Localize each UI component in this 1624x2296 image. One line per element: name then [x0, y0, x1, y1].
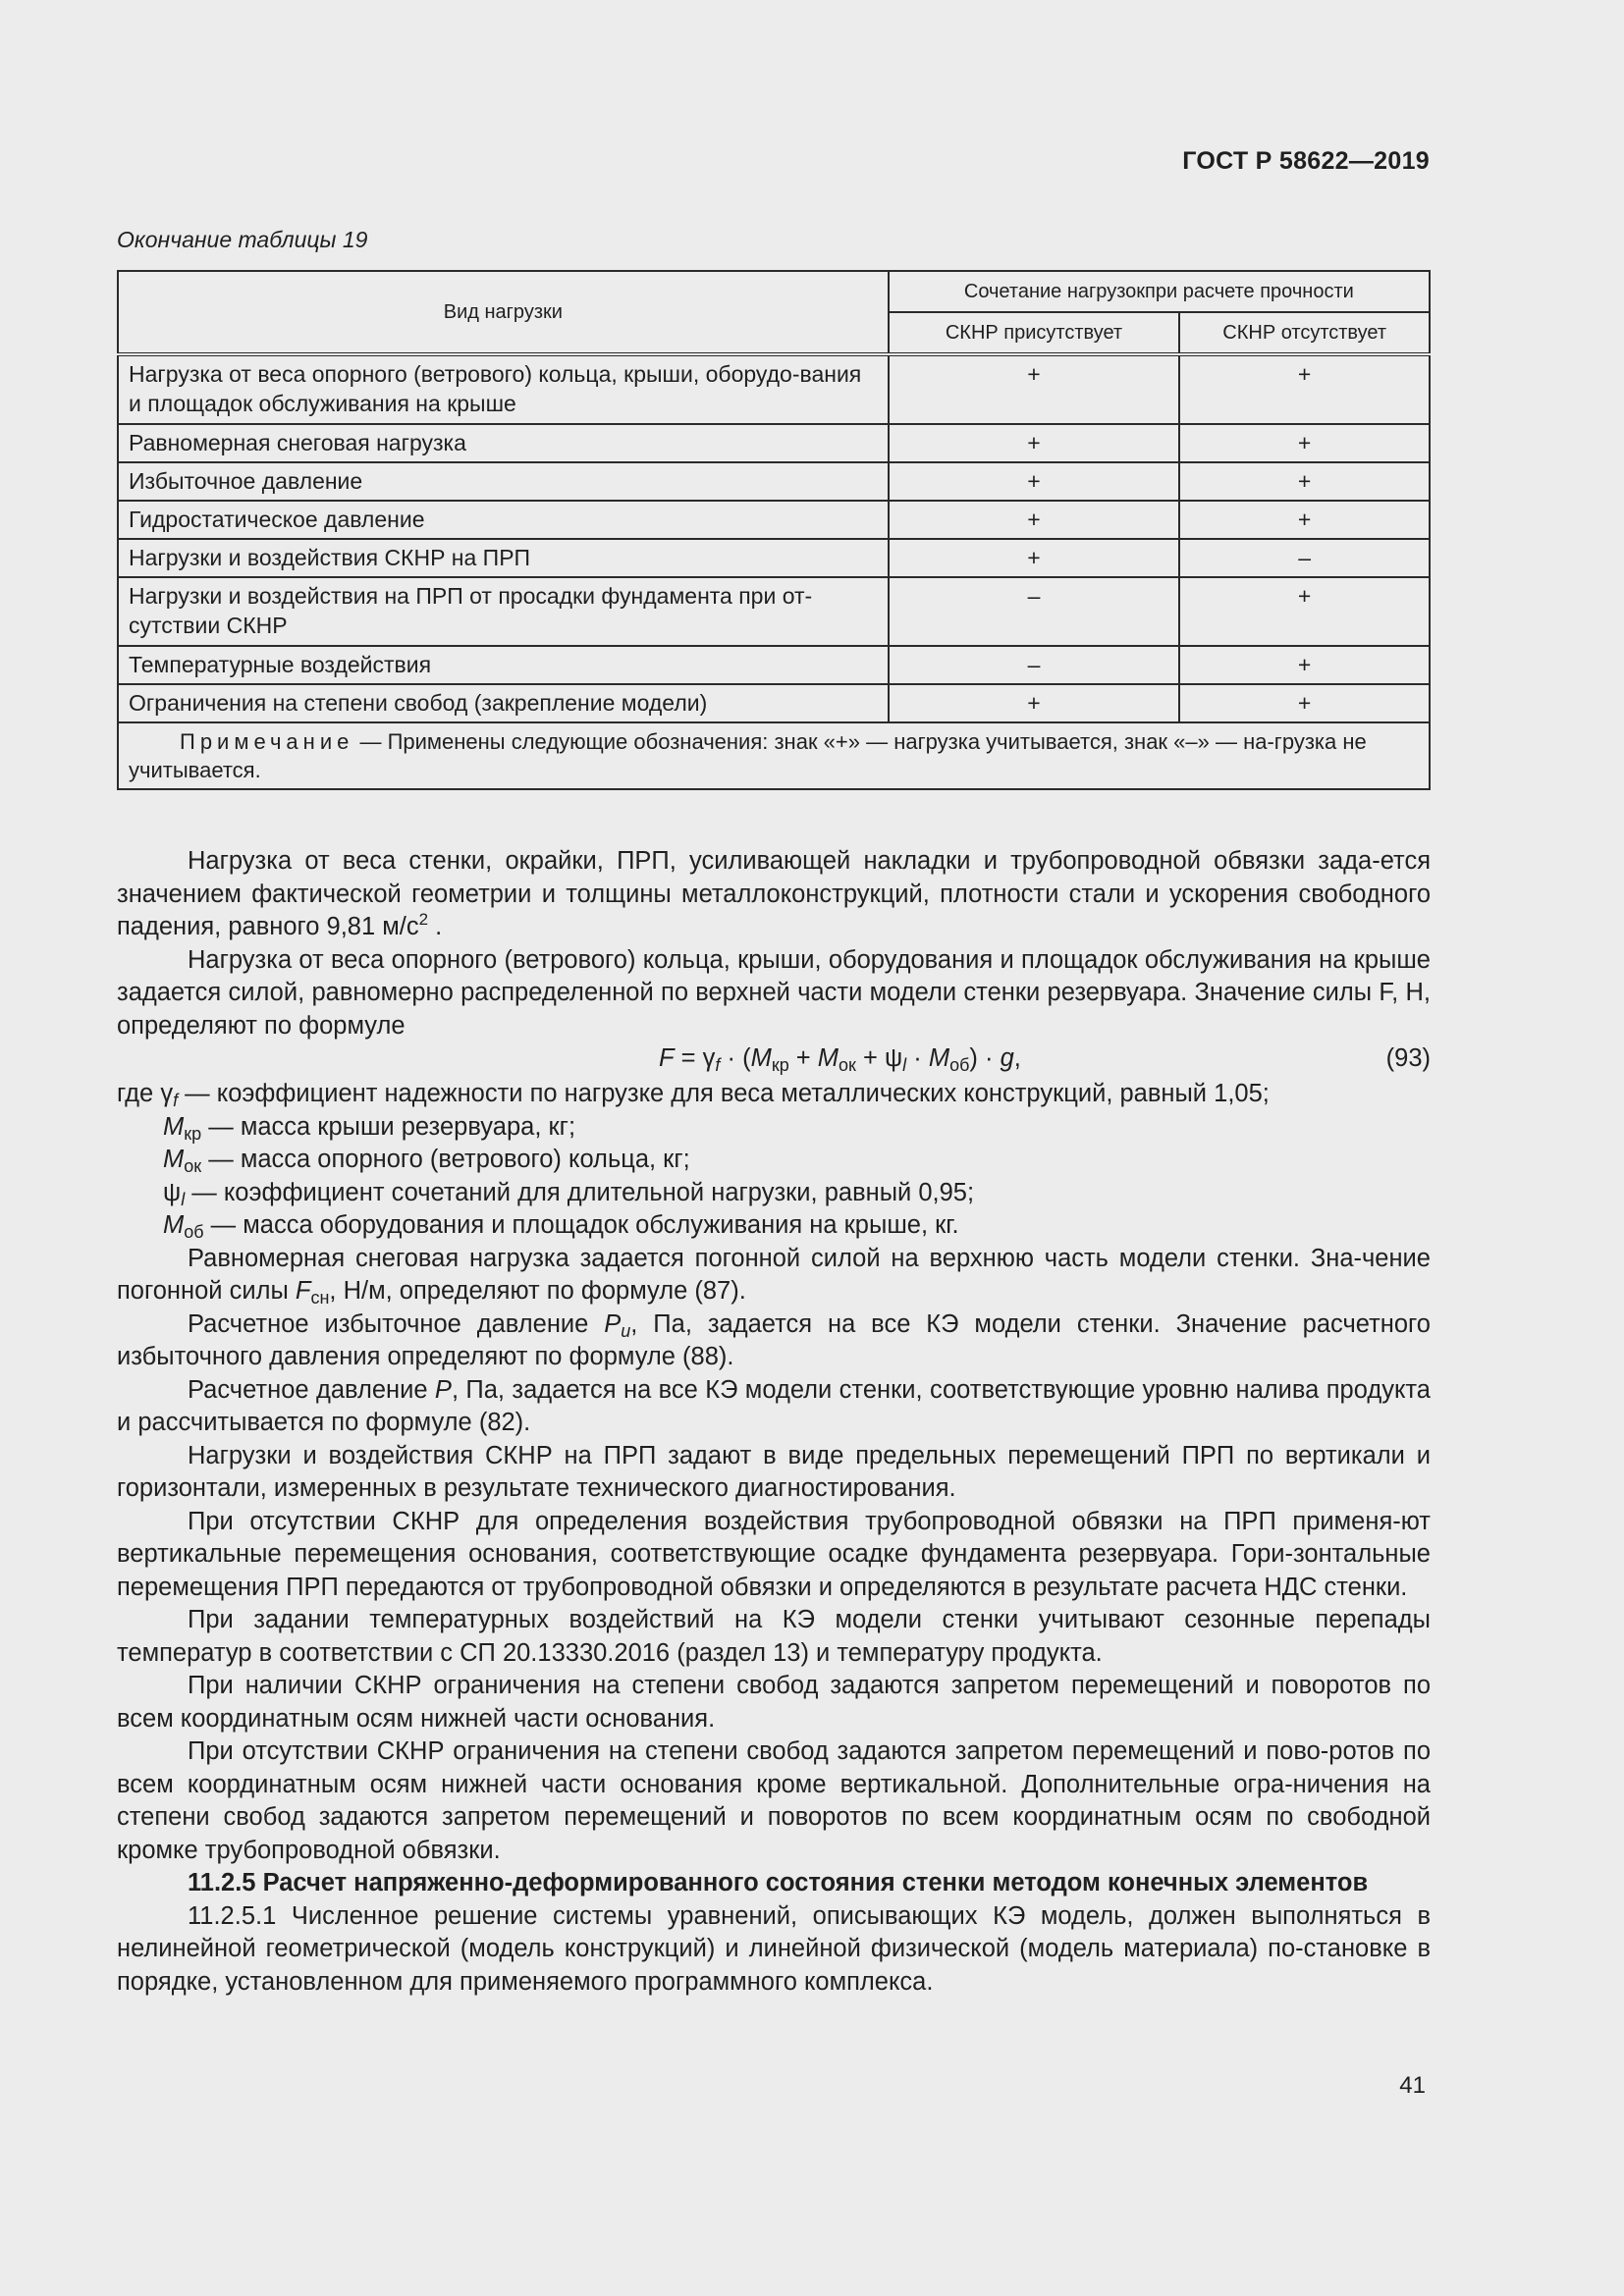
- definition-text: — коэффициент сочетаний для длительной нагрузки, равный 0,95;: [191, 1178, 975, 1206]
- definition-mob: $M_{об}$ — масса оборудования и площадок обслуживания на крыше, кг.: [163, 1211, 959, 1242]
- present-cell: +: [889, 684, 1180, 722]
- note-text: — Применены следующие обозначения: знак «+» — нагрузка учитывается, знак «–» — на-грузка не учитывается.: [129, 729, 1367, 782]
- load-cell: Нагрузки и воздействия на ПРП от просадки фундамента при от-сутствии СКНР: [118, 577, 889, 646]
- absent-cell: +: [1179, 646, 1430, 684]
- paragraph: Нагрузки и воздействия СКНР на ПРП задают в виде предельных перемещений ПРП по вертикали и горизонтали, измеренных в результате технического диагностирования.: [117, 1441, 1431, 1502]
- table-note: [118, 722, 1430, 789]
- paragraph: Равномерная снеговая нагрузка задается погонной силой на верхнюю часть модели стенки. Зна-чение погонной силы $F_{сн}$, Н/м, определяют по формуле (87).: [117, 1244, 1431, 1308]
- paragraph: [117, 845, 1431, 944]
- load-cell: Температурные воздействия: [118, 646, 889, 684]
- superscript: 2: [418, 910, 429, 929]
- paragraph-text: Расчетное давление: [188, 1375, 435, 1404]
- header-load-type: Вид нагрузки: [118, 271, 889, 354]
- page-number: 41: [1399, 2072, 1426, 2099]
- load-cell: Ограничения на степени свобод (закрепление модели): [118, 684, 889, 722]
- where-word: где: [117, 1080, 161, 1107]
- paragraph-text: , Па, задается на все КЭ модели стенки. Значение расчетного избыточного давления определяют по формуле (88).: [117, 1309, 1431, 1370]
- definition-text: — коэффициент надежности по нагрузке для веса металлических конструкций, равный 1,05;: [185, 1080, 1270, 1107]
- paragraph: Расчетное избыточное давление $P_u$, Па, задается на все КЭ модели стенки. Значение расчетного избыточного давления определяют по формуле (88).: [117, 1309, 1431, 1370]
- paragraph-text: Равномерная снеговая нагрузка задается погонной силой на верхнюю часть модели стенки. Зна-чение погонной силы: [117, 1244, 1431, 1305]
- table-row: [118, 684, 1430, 722]
- table-row: [118, 577, 1430, 646]
- header-sknr-present: СКНР присутствует: [889, 312, 1180, 354]
- load-cell: Избыточное давление: [118, 462, 889, 501]
- present-cell: +: [889, 424, 1180, 462]
- paragraph-text: Нагрузка от веса стенки, окрайки, ПРП, усиливающей накладки и трубопроводной обвязки зада-ется значением фактической геометрии и толщины металлоконструкций, плотности стали и ускорения свободного падения, равного 9,81 м/с: [117, 847, 1431, 940]
- paragraph: При отсутствии СКНР для определения воздействия трубопроводной обвязки на ПРП применя-ют вертикальные перемещения основания, соответствующие осадке фундамента резервуара. Гори-зонтальные перемещения ПРП передаются от трубопроводной обвязки и определяются в результате расчета НДС стенки.: [117, 1507, 1431, 1601]
- standard-designation: ГОСТ Р 58622—2019: [1182, 147, 1430, 175]
- paragraph: Нагрузка от веса опорного (ветрового) кольца, крыши, оборудования и площадок обслуживания на крыше задается силой, равномерно распределенной по верхней части модели стенки резервуара. Значение силы F, Н, определяют по формуле: [117, 945, 1431, 1040]
- absent-cell: +: [1179, 501, 1430, 539]
- present-cell: +: [889, 462, 1180, 501]
- definitions-list: [163, 1111, 1431, 1243]
- paragraph: При отсутствии СКНР ограничения на степени свобод задаются запретом перемещений и пово-ротов по всем координатным осям нижней части основания кроме вертикальной. Дополнительные огра-ничения на степени свобод задаются запретом перемещений и поворотов по всем координатным осям по свободной кромке трубопроводной обвязки.: [117, 1737, 1431, 1864]
- table-row: [118, 462, 1430, 501]
- paragraph: Расчетное давление P, Па, задается на все КЭ модели стенки, соответствующие уровню налива продукта и рассчитывается по формуле (82).: [117, 1375, 1431, 1436]
- table-caption: Окончание таблицы 19: [117, 227, 368, 252]
- present-cell: +: [889, 501, 1180, 539]
- absent-cell: +: [1179, 424, 1430, 462]
- formula-93: [117, 1042, 1431, 1078]
- present-cell: –: [889, 646, 1180, 684]
- table-row: [118, 424, 1430, 462]
- present-cell: +: [889, 354, 1180, 424]
- definition-text: — масса оборудования и площадок обслуживания на крыше, кг.: [210, 1211, 959, 1239]
- definition-psi: $\psi_l$ — коэффициент сочетаний для длительной нагрузки, равный 0,95;: [163, 1178, 975, 1209]
- absent-cell: –: [1179, 539, 1430, 577]
- paragraph: При наличии СКНР ограничения на степени свобод задаются запретом перемещений и поворотов по всем координатным осям нижней части основания.: [117, 1672, 1431, 1733]
- definition-gamma: где $\gamma_f$ — коэффициент надежности по нагрузке для веса металлических конструкций, равный 1,05;: [117, 1080, 1270, 1110]
- definition-text: — масса опорного (ветрового) кольца, кг;: [208, 1146, 690, 1173]
- note-label: Примечание: [180, 729, 354, 754]
- absent-cell: +: [1179, 354, 1430, 424]
- load-cell: Равномерная снеговая нагрузка: [118, 424, 889, 462]
- definition-text: — масса крыши резервуара, кг;: [208, 1112, 576, 1141]
- load-cell: Гидростатическое давление: [118, 501, 889, 539]
- paragraph-text: , Н/м, определяют по формуле (87).: [329, 1277, 746, 1305]
- definition-mkr: $M_{кр}$ — масса крыши резервуара, кг;: [163, 1112, 576, 1144]
- table-row: [118, 646, 1430, 684]
- present-cell: +: [889, 539, 1180, 577]
- paragraph: При задании температурных воздействий на КЭ модели стенки учитывают сезонные перепады температур в соответствии с СП 20.13330.2016 (раздел 13) и температуру продукта.: [117, 1606, 1431, 1667]
- body-text: [117, 845, 1431, 1999]
- paragraph-text: .: [428, 913, 443, 940]
- table-row: [118, 354, 1430, 424]
- formula-number: (93): [1385, 1044, 1431, 1072]
- definition-mok: $M_{ок}$ — масса опорного (ветрового) кольца, кг;: [163, 1146, 690, 1176]
- table-row: [118, 539, 1430, 577]
- paragraph-text: , Па, задается на все КЭ модели стенки, соответствующие уровню налива продукта и рассчитывается по формуле (82).: [117, 1375, 1431, 1436]
- absent-cell: +: [1179, 577, 1430, 646]
- absent-cell: +: [1179, 684, 1430, 722]
- section-heading: 11.2.5 Расчет напряженно-деформированного состояния стенки методом конечных элементов: [188, 1869, 1369, 1896]
- load-combinations-table: [117, 270, 1431, 790]
- load-cell: Нагрузка от веса опорного (ветрового) кольца, крыши, оборудо-вания и площадок обслуживания на крыше: [118, 354, 889, 424]
- header-combination: Сочетание нагрузокпри расчете прочности: [889, 271, 1430, 312]
- header-sknr-absent: СКНР отсутствует: [1179, 312, 1430, 354]
- table-row: [118, 501, 1430, 539]
- formula-expression: $F = \gamma_f \cdot (M_{кр} + M_{ок} + \psi_l \cdot M_{об}) \cdot g$,: [659, 1044, 1021, 1075]
- present-cell: –: [889, 577, 1180, 646]
- absent-cell: +: [1179, 462, 1430, 501]
- load-cell: Нагрузки и воздействия СКНР на ПРП: [118, 539, 889, 577]
- paragraph: 11.2.5.1 Численное решение системы уравнений, описывающих КЭ модель, должен выполняться в нелинейной геометрической (модель конструкций) и линейной физической (модель материала) по-становке в порядке, установленном для применяемого программного комплекса.: [117, 1901, 1431, 1996]
- paragraph-text: Расчетное избыточное давление: [188, 1309, 605, 1338]
